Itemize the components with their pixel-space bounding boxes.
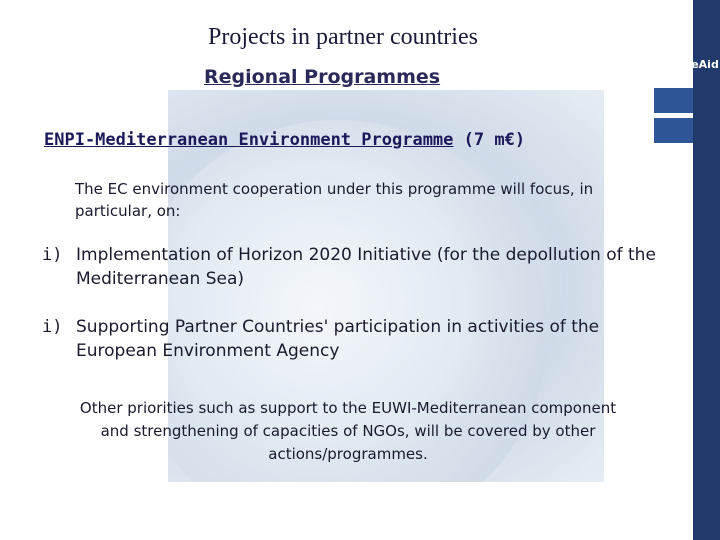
list-item-text: Implementation of Horizon 2020 Initiative (for the depollution of the Mediterranean Sea) [76, 245, 656, 289]
list-item [42, 243, 682, 291]
sidebar-accent-block [654, 88, 693, 113]
programme-budget: (7 m€) [453, 130, 526, 150]
sidebar-accent-block [654, 118, 693, 143]
list-item [42, 315, 682, 363]
page-title: Projects in partner countries [208, 24, 478, 50]
section-subtitle: Regional Programmes [204, 66, 441, 88]
brand-sidebar [693, 0, 720, 540]
list-marker: i) [42, 245, 63, 265]
list-item-text: Supporting Partner Countries' participation in activities of the European Environment Agency [76, 317, 600, 361]
europeaid-logo-text: EuropeAid [655, 58, 719, 71]
programme-heading [44, 130, 525, 150]
closing-paragraph: Other priorities such as support to the EUWI-Mediterranean component and strengthening of capacities of NGOs, will be covered by other actions/programmes. [79, 399, 617, 463]
programme-name: ENPI-Mediterranean Environment Programme [44, 130, 454, 150]
intro-paragraph: The EC environment cooperation under this programme will focus, in particular, on: [75, 180, 594, 220]
list-marker: i) [42, 317, 63, 337]
